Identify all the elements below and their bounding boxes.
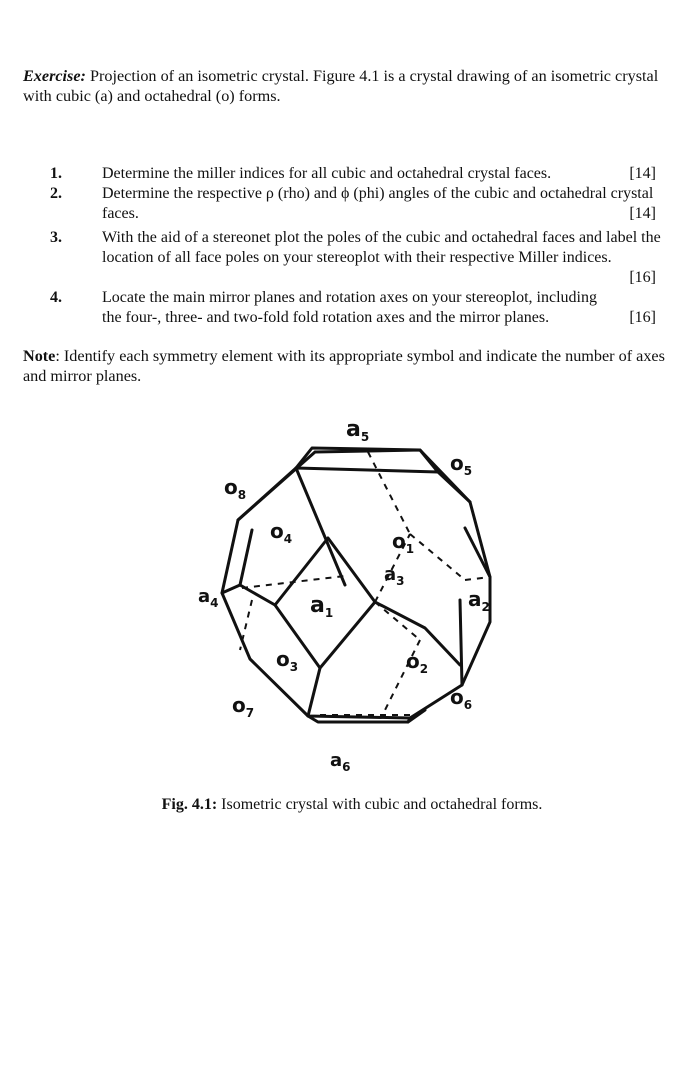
question-text: Determine the miller indices for all cubic and octahedral crystal faces. [102,165,552,182]
exercise-lead: Exercise: [23,67,86,85]
hidden-edge [410,534,465,580]
label-o3: $o_3$ [276,647,299,674]
exercise-text: Projection of an isometric crystal. Figure 4.1 is a crystal drawing of an isometric crystal with cubic (a) and octahedral (o) forms. [23,67,659,105]
question-number: 4. [50,289,62,306]
face-a1-edge [275,538,375,668]
note-lead: Note [23,347,56,365]
question-marks: [14] [629,205,656,222]
exercise-intro [23,66,673,106]
question-number: 3. [50,229,62,246]
hidden-edge [242,576,345,588]
label-a4: $a_4$ [198,586,219,610]
label-o4: $o_4$ [270,519,293,546]
question-number: 1. [50,165,62,182]
edge-a2 [460,600,462,685]
label-a3: $a_3$ [384,564,405,588]
edge-a4 [222,585,275,605]
label-a1: $a_1$ [310,593,334,620]
caption-text: Isometric crystal with cubic and octahedral forms. [217,796,543,813]
label-o7: $o_7$ [232,693,255,720]
crystal-outline [222,450,490,718]
hidden-edge [368,452,410,534]
question-text: Determine the respective ρ (rho) and ϕ (phi) angles of the cubic and octahedral crystal faces. [102,185,654,222]
label-o8: $o_8$ [224,475,247,502]
label-o5: $o_5$ [450,451,473,478]
question-text: Locate the main mirror planes and rotation axes on your stereoplot, including the four-, three- and two-fold fold rotation axes and the mirror planes. [102,289,597,326]
label-o6: $o_6$ [450,685,473,712]
label-a6: $a_6$ [330,750,351,774]
label-a5: $a_5$ [346,417,370,444]
caption-lead: Fig. 4.1: [161,796,218,813]
note [23,346,673,386]
figure-caption [3,796,698,814]
question-marks: [14] [629,165,656,182]
edge-a4-up [240,530,252,585]
crystal-hidden-edges [240,452,490,715]
label-o1: $o_1$ [392,529,415,556]
note-text: : Identify each symmetry element with its appropriate symbol and indicate the number of axes and mirror planes. [23,347,665,385]
question-marks: [16] [629,269,656,286]
edge-o8 [238,468,296,520]
label-o2: $o_2$ [406,649,429,676]
edge-o3 [308,668,320,716]
question-marks: [16] [629,309,656,326]
crystal-solid-edges [222,448,490,722]
hidden-edge [465,577,490,580]
label-a2: $a_2$ [468,587,490,614]
question-number: 2. [50,185,62,202]
question-text: With the aid of a stereonet plot the poles of the cubic and octahedral faces and label the location of all face poles on your stereoplot with their respective Miller indices. [102,229,661,266]
crystal-drawing [180,410,520,790]
